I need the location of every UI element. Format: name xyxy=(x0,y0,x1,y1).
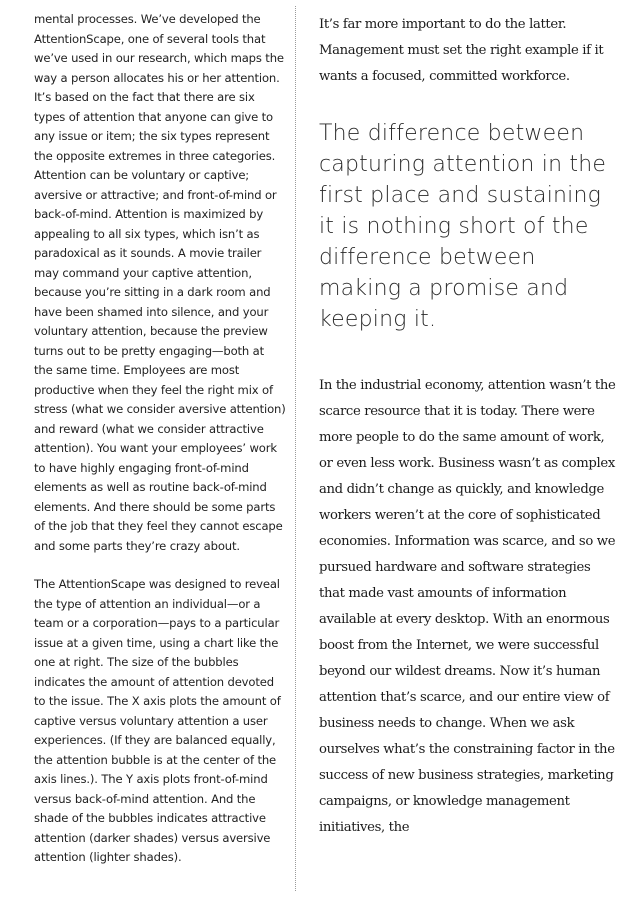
column-divider xyxy=(295,6,296,891)
left-column xyxy=(34,10,286,868)
left-paragraph-1: mental processes. We’ve developed the AttentionScape, one of several tools that we’ve used in our research, which maps the way a person allocates his or her attention. It’s based on the fact that there are six types of attention that anyone can give to any issue or item; the six types represent the opposite extremes in three categories. Attention can be voluntary or captive; aversive or attractive; and front-of-mind or back-of-mind. Attention is maximized by appealing to all six types, which isn’t as paradoxical as it sounds. A movie trailer may command your captive attention, because you’re sitting in a dark room and have been shamed into silence, and your voluntary attention, because the preview turns out to be pretty engaging—both at the same time. Employees are most productive when they feel the right mix of stress (what we consider aversive attention) and reward (what we consider attractive attention). You want your employees’ work to have highly engaging front-of-mind elements as well as routine back-of-mind elements. And there should be some parts of the job that they feel they cannot escape and some parts they’re crazy about. xyxy=(34,12,286,553)
intro-paragraph: It’s far more important to do the latter. Management must set the right example if it wants a focused, committed workforce. xyxy=(319,17,604,84)
body-paragraph: In the industrial economy, attention wasn’t the scarce resource that it is today. There were more people to do the same amount of work, or even less work. Business wasn’t as complex and didn’t change as quickly, and knowledge workers weren’t at the core of sophisticated economies. Information was scarce, and so we pursued hardware and software strategies that made vast amounts of information available at every desktop. With an enormous boost from the Internet, we were successful beyond our wildest dreams. Now it’s human attention that’s scarce, and our entire view of business needs to change. When we ask ourselves what’s the constraining factor in the success of new business strategies, marketing campaigns, or knowledge management initiatives, the xyxy=(319,378,616,835)
right-column xyxy=(319,12,619,841)
left-paragraph-2: The AttentionScape was designed to reveal the type of attention an individual—or a team or a corporation—pays to a particular issue at a given time, using a chart like the one at right. The size of the bubbles indicates the amount of attention devoted to the issue. The X axis plots the amount of captive versus voluntary attention a user experiences. (If they are balanced equally, the attention bubble is at the center of the axis lines.). The Y axis plots front-of-mind versus back-of-mind attention. And the shade of the bubbles indicates attractive attention (darker shades) versus aversive attention (lighter shades). xyxy=(34,577,281,864)
pull-quote: The difference between capturing attention in the first place and sustaining it is nothing short of the difference between making a promise and keeping it. xyxy=(319,121,607,332)
